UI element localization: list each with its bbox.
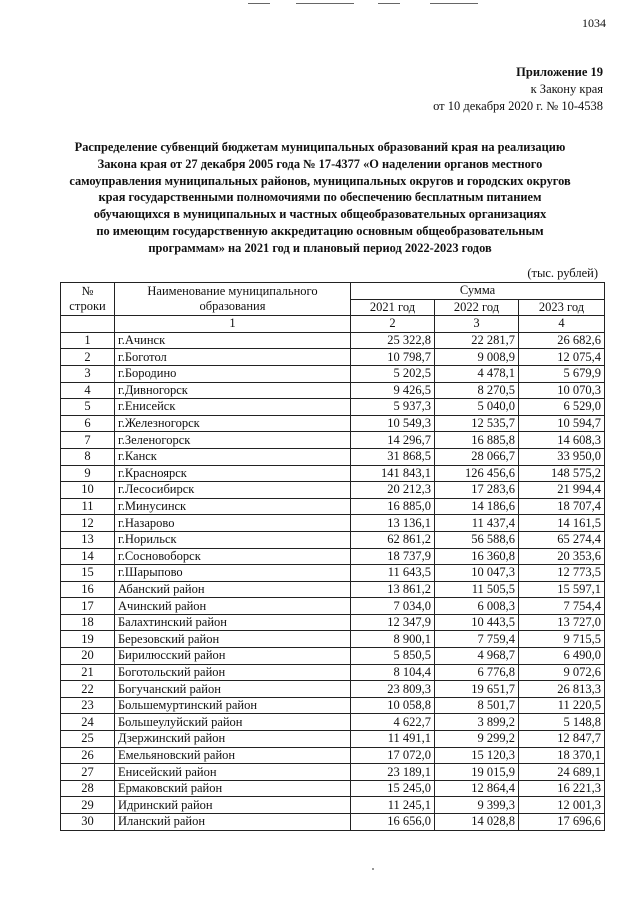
amount-2023: 26 813,3 [519, 681, 605, 698]
table-row [61, 614, 605, 631]
amount-2022: 8 501,7 [435, 697, 519, 714]
amount-2023: 26 682,6 [519, 332, 605, 349]
row-number: 18 [61, 614, 115, 631]
municipality-name: Абанский район [115, 581, 351, 598]
amount-2022: 17 283,6 [435, 482, 519, 499]
amount-2021: 8 900,1 [351, 631, 435, 648]
amount-2023: 18 370,1 [519, 747, 605, 764]
year-2022-header: 2022 год [435, 299, 519, 316]
amount-2023: 21 994,4 [519, 482, 605, 499]
amount-2022: 7 759,4 [435, 631, 519, 648]
amount-2022: 28 066,7 [435, 448, 519, 465]
amount-2022: 16 360,8 [435, 548, 519, 565]
municipality-name: Дзержинский район [115, 731, 351, 748]
table-row [61, 349, 605, 366]
amount-2022: 19 015,9 [435, 764, 519, 781]
table-row [61, 465, 605, 482]
row-number: 22 [61, 681, 115, 698]
document-title [60, 139, 580, 257]
row-number: 19 [61, 631, 115, 648]
table-row [61, 399, 605, 416]
table-row [61, 332, 605, 349]
amount-2022: 4 478,1 [435, 365, 519, 382]
row-number: 11 [61, 498, 115, 515]
amount-2023: 12 773,5 [519, 565, 605, 582]
table-row [61, 482, 605, 499]
amount-2022: 11 437,4 [435, 515, 519, 532]
table-row [61, 382, 605, 399]
row-number: 29 [61, 797, 115, 814]
amount-2022: 10 047,3 [435, 565, 519, 582]
appendix-block [433, 64, 603, 115]
municipality-name: г.Минусинск [115, 498, 351, 515]
municipality-name: г.Шарыпово [115, 565, 351, 582]
amount-2021: 5 202,5 [351, 365, 435, 382]
table-row [61, 814, 605, 831]
row-number: 9 [61, 465, 115, 482]
amount-2021: 15 245,0 [351, 780, 435, 797]
municipality-name: г.Зеленогорск [115, 432, 351, 449]
row-number: 26 [61, 747, 115, 764]
amount-2023: 11 220,5 [519, 697, 605, 714]
amount-2022: 16 885,8 [435, 432, 519, 449]
amount-2021: 62 861,2 [351, 531, 435, 548]
municipality-name: г.Канск [115, 448, 351, 465]
amount-2023: 14 161,5 [519, 515, 605, 532]
table-row [61, 448, 605, 465]
amount-2023: 33 950,0 [519, 448, 605, 465]
amount-2021: 141 843,1 [351, 465, 435, 482]
amount-2023: 15 597,1 [519, 581, 605, 598]
row-number: 7 [61, 432, 115, 449]
row-number: 1 [61, 332, 115, 349]
amount-2021: 16 885,0 [351, 498, 435, 515]
amount-2021: 4 622,7 [351, 714, 435, 731]
municipality-name: Большемуртинский район [115, 697, 351, 714]
column-index-row [61, 316, 605, 333]
amount-2021: 16 656,0 [351, 814, 435, 831]
amount-2022: 14 186,6 [435, 498, 519, 515]
amount-2022: 6 008,3 [435, 598, 519, 615]
amount-2022: 3 899,2 [435, 714, 519, 731]
table-row [61, 664, 605, 681]
amount-2021: 14 296,7 [351, 432, 435, 449]
title-line: по имеющим государственную аккредитацию основным общеобразовательным [96, 223, 544, 238]
column-index: 2 [351, 316, 435, 333]
scan-mark [378, 3, 400, 4]
amount-2023: 9 715,5 [519, 631, 605, 648]
amount-2021: 17 072,0 [351, 747, 435, 764]
units-label: (тыс. рублей) [527, 266, 598, 280]
amount-2021: 13 861,2 [351, 581, 435, 598]
amount-2023: 6 490,0 [519, 648, 605, 665]
amount-2022: 6 776,8 [435, 664, 519, 681]
municipality-name: Большеулуйский район [115, 714, 351, 731]
municipality-name: Иланский район [115, 814, 351, 831]
municipality-name: Идринский район [115, 797, 351, 814]
amount-2021: 8 104,4 [351, 664, 435, 681]
row-number: 13 [61, 531, 115, 548]
table-row [61, 548, 605, 565]
row-number: 17 [61, 598, 115, 615]
amount-2023: 148 575,2 [519, 465, 605, 482]
amount-2022: 14 028,8 [435, 814, 519, 831]
municipality-name: г.Боготол [115, 349, 351, 366]
amount-2021: 11 491,1 [351, 731, 435, 748]
amount-2022: 22 281,7 [435, 332, 519, 349]
amount-2021: 23 189,1 [351, 764, 435, 781]
municipality-name: Ачинский район [115, 598, 351, 615]
amount-2022: 8 270,5 [435, 382, 519, 399]
amount-2023: 10 594,7 [519, 415, 605, 432]
table-row [61, 797, 605, 814]
amount-2022: 4 968,7 [435, 648, 519, 665]
title-line: программам» на 2021 год и плановый период 2022-2023 годов [148, 240, 492, 255]
amount-2023: 9 072,6 [519, 664, 605, 681]
amount-2023: 18 707,4 [519, 498, 605, 515]
row-number: 30 [61, 814, 115, 831]
table-row [61, 747, 605, 764]
row-number: 23 [61, 697, 115, 714]
row-number: 24 [61, 714, 115, 731]
table-row [61, 598, 605, 615]
table-row [61, 714, 605, 731]
column-index: 4 [519, 316, 605, 333]
amount-2021: 11 245,1 [351, 797, 435, 814]
table-row [61, 631, 605, 648]
row-number: 16 [61, 581, 115, 598]
table-row [61, 432, 605, 449]
table-body [61, 332, 605, 830]
row-number: 27 [61, 764, 115, 781]
row-number: 10 [61, 482, 115, 499]
municipality-name: г.Ачинск [115, 332, 351, 349]
amount-2021: 7 034,0 [351, 598, 435, 615]
amount-2021: 12 347,9 [351, 614, 435, 631]
row-number: 5 [61, 399, 115, 416]
amount-2021: 10 058,8 [351, 697, 435, 714]
amount-2022: 9 299,2 [435, 731, 519, 748]
amount-2023: 16 221,3 [519, 780, 605, 797]
municipality-name: г.Красноярск [115, 465, 351, 482]
amount-2023: 10 070,3 [519, 382, 605, 399]
year-2021-header: 2021 год [351, 299, 435, 316]
amount-2023: 7 754,4 [519, 598, 605, 615]
table-row [61, 581, 605, 598]
row-number: 21 [61, 664, 115, 681]
municipality-name-header: Наименование муниципального образования [115, 283, 351, 316]
column-index-spacer [61, 316, 115, 333]
municipality-name: г.Дивногорск [115, 382, 351, 399]
amount-2021: 5 850,5 [351, 648, 435, 665]
amount-2022: 5 040,0 [435, 399, 519, 416]
amount-2021: 18 737,9 [351, 548, 435, 565]
row-number: 14 [61, 548, 115, 565]
column-index: 1 [115, 316, 351, 333]
row-number: 20 [61, 648, 115, 665]
title-line: Закона края от 27 декабря 2005 года № 17-4377 «О наделении органов местного [97, 156, 543, 171]
row-number: 25 [61, 731, 115, 748]
table-row [61, 531, 605, 548]
page-number: 1034 [582, 16, 606, 30]
amount-2023: 20 353,6 [519, 548, 605, 565]
amount-2021: 10 798,7 [351, 349, 435, 366]
row-number: 12 [61, 515, 115, 532]
amount-2023: 24 689,1 [519, 764, 605, 781]
amount-2022: 9 008,9 [435, 349, 519, 366]
municipality-name: Ермаковский район [115, 780, 351, 797]
table-row [61, 697, 605, 714]
table-row [61, 365, 605, 382]
municipality-name: г.Железногорск [115, 415, 351, 432]
table-row [61, 764, 605, 781]
amount-2022: 9 399,3 [435, 797, 519, 814]
subsidy-table [60, 282, 605, 831]
appendix-title: Приложение 19 [516, 65, 603, 79]
amount-2022: 19 651,7 [435, 681, 519, 698]
scan-mark [248, 3, 270, 4]
title-line: самоуправления муниципальных районов, муниципальных округов и городских округов [69, 173, 571, 188]
amount-2023: 12 847,7 [519, 731, 605, 748]
row-number: 8 [61, 448, 115, 465]
municipality-name: г.Бородино [115, 365, 351, 382]
amount-2022: 126 456,6 [435, 465, 519, 482]
amount-2022: 12 864,4 [435, 780, 519, 797]
table-row [61, 681, 605, 698]
table-row [61, 515, 605, 532]
appendix-date: от 10 декабря 2020 г. № 10-4538 [433, 99, 603, 113]
amount-2023: 14 608,3 [519, 432, 605, 449]
year-2023-header: 2023 год [519, 299, 605, 316]
title-line: Распределение субвенций бюджетам муниципальных образований края на реализацию [74, 140, 566, 154]
amount-2022: 11 505,5 [435, 581, 519, 598]
amount-2021: 9 426,5 [351, 382, 435, 399]
amount-2021: 20 212,3 [351, 482, 435, 499]
row-number: 4 [61, 382, 115, 399]
amount-2023: 5 148,8 [519, 714, 605, 731]
amount-2021: 23 809,3 [351, 681, 435, 698]
table-row [61, 780, 605, 797]
scan-mark [296, 3, 354, 4]
row-number-header: № строки [61, 283, 115, 316]
amount-2023: 6 529,0 [519, 399, 605, 416]
amount-2023: 17 696,6 [519, 814, 605, 831]
amount-2022: 15 120,3 [435, 747, 519, 764]
municipality-name: Бирилюсский район [115, 648, 351, 665]
title-line: края государственными полномочиями по обеспечению бесплатным питанием [98, 190, 542, 205]
table-row [61, 731, 605, 748]
row-number: 3 [61, 365, 115, 382]
amount-2021: 11 643,5 [351, 565, 435, 582]
amount-2021: 25 322,8 [351, 332, 435, 349]
scan-mark [430, 3, 478, 4]
table-row [61, 648, 605, 665]
row-number: 15 [61, 565, 115, 582]
row-number: 28 [61, 780, 115, 797]
table-row [61, 498, 605, 515]
appendix-law: к Закону края [530, 82, 603, 96]
column-index: 3 [435, 316, 519, 333]
amount-2023: 12 075,4 [519, 349, 605, 366]
municipality-name: г.Норильск [115, 531, 351, 548]
municipality-name: Богучанский район [115, 681, 351, 698]
municipality-name: Боготольский район [115, 664, 351, 681]
table-row [61, 565, 605, 582]
amount-2022: 12 535,7 [435, 415, 519, 432]
scan-speck [372, 868, 374, 870]
title-line: обучающихся в муниципальных и частных общеобразовательных организациях [93, 207, 547, 222]
municipality-name: Балахтинский район [115, 614, 351, 631]
municipality-name: Емельяновский район [115, 747, 351, 764]
table-row [61, 415, 605, 432]
amount-2023: 13 727,0 [519, 614, 605, 631]
amount-2022: 56 588,6 [435, 531, 519, 548]
amount-2022: 10 443,5 [435, 614, 519, 631]
municipality-name: Енисейский район [115, 764, 351, 781]
amount-2023: 12 001,3 [519, 797, 605, 814]
amount-2021: 5 937,3 [351, 399, 435, 416]
amount-2023: 65 274,4 [519, 531, 605, 548]
municipality-name: г.Сосновоборск [115, 548, 351, 565]
row-number: 6 [61, 415, 115, 432]
amount-2021: 10 549,3 [351, 415, 435, 432]
amount-2023: 5 679,9 [519, 365, 605, 382]
amount-2021: 31 868,5 [351, 448, 435, 465]
municipality-name: г.Лесосибирск [115, 482, 351, 499]
municipality-name: г.Енисейск [115, 399, 351, 416]
row-number: 2 [61, 349, 115, 366]
sum-header: Сумма [351, 283, 605, 300]
municipality-name: г.Назарово [115, 515, 351, 532]
amount-2021: 13 136,1 [351, 515, 435, 532]
municipality-name: Березовский район [115, 631, 351, 648]
